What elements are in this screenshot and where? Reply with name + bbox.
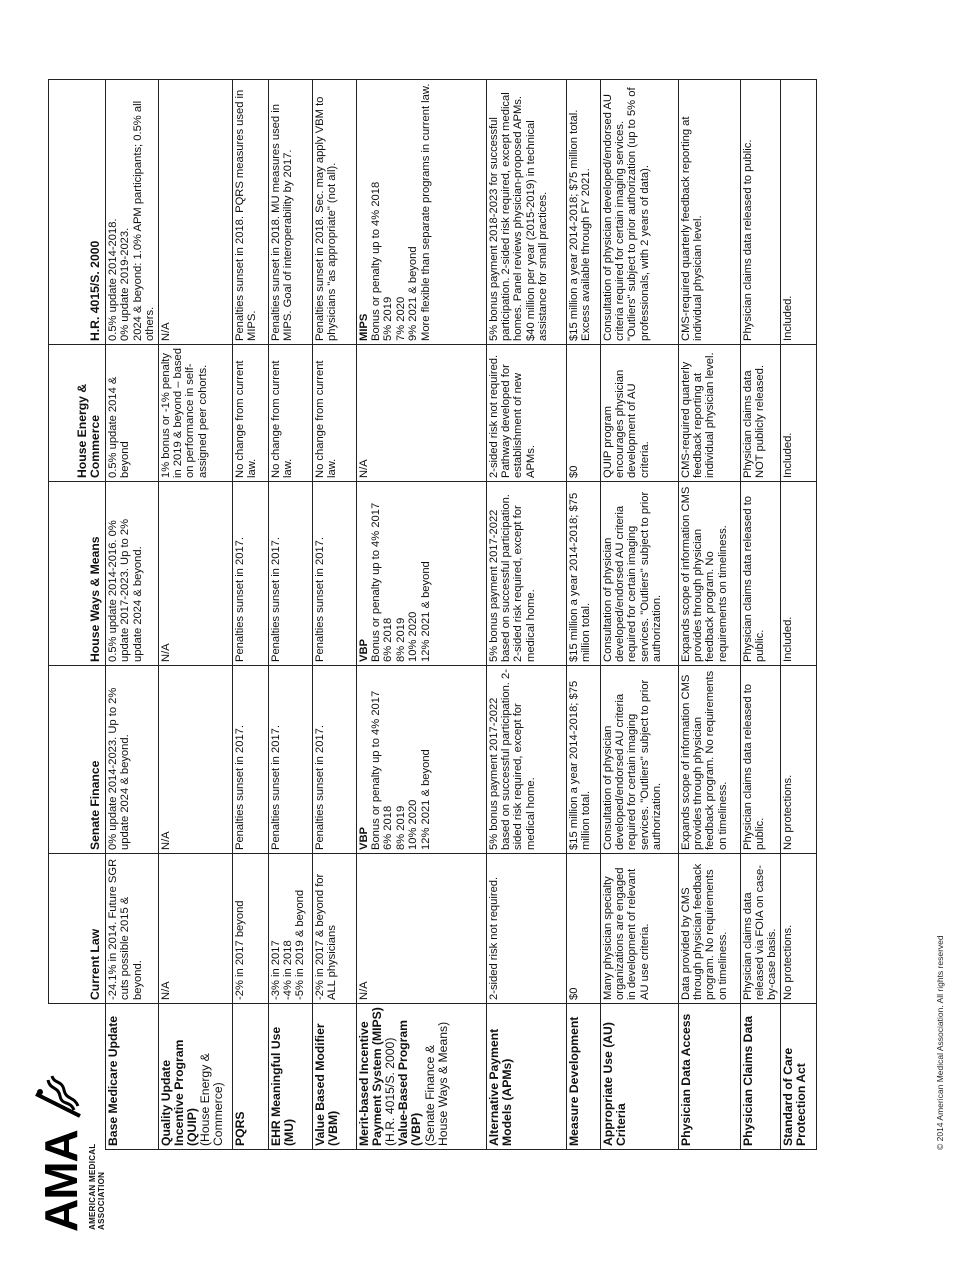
copyright-notice: © 2014 American Medical Association. All rights reserved xyxy=(935,935,945,1150)
cell-line: Physician claims data released via FOIA on case-by-case basis. xyxy=(741,865,779,1000)
table-cell xyxy=(678,482,740,666)
cell-line: -5% in 2019 & beyond xyxy=(294,889,307,1000)
table-cell xyxy=(740,80,780,345)
cell-line: More flexible than separate programs in current law. xyxy=(419,83,432,341)
cell-line: $0 xyxy=(567,987,580,1000)
table-row xyxy=(312,80,356,1150)
cell-line: $0 xyxy=(567,465,580,478)
table-cell xyxy=(780,666,816,854)
cell-line: 6% 2018 xyxy=(382,617,395,662)
cell-line: MIPS xyxy=(357,313,370,341)
table-cell xyxy=(106,80,159,345)
cell-line: Bonus or penalty up to 4% 2018 xyxy=(370,181,383,341)
table-cell xyxy=(486,345,566,482)
table-cell xyxy=(740,854,780,1004)
row-label-secondary: Value-Based Program (VBP) xyxy=(396,1020,424,1146)
table-cell xyxy=(106,854,159,1004)
row-label-note: (H.R. 4015/S. 2000) xyxy=(383,1037,398,1146)
table-cell xyxy=(106,482,159,666)
table-row xyxy=(158,80,232,1150)
table-cell xyxy=(158,482,232,666)
cell-line: Physician claims data released to public. xyxy=(741,495,767,662)
table-cell xyxy=(232,80,268,345)
cell-line: 5% bonus payment 2017-2022 based on successful participation. 2-sided risk required, except for medical home. xyxy=(487,494,537,662)
cell-line: N/A xyxy=(159,981,172,1000)
cell-line: 9% 2021 & beyond xyxy=(407,246,420,341)
cell-line: Included. xyxy=(781,295,794,341)
table-cell xyxy=(232,854,268,1004)
table-cell xyxy=(312,345,356,482)
header-hr4015: H.R. 4015/S. 2000 xyxy=(49,80,106,345)
cell-line: No change from current law. xyxy=(313,360,339,478)
cell-line: $15 million a year 2014-2018; $75 million total. xyxy=(567,492,593,662)
header-current-law: Current Law xyxy=(49,854,106,1004)
cell-line: -3% in 2017 xyxy=(269,940,282,1000)
table-cell xyxy=(106,666,159,854)
table-cell xyxy=(780,80,816,345)
cell-line: 12% 2021 & beyond xyxy=(419,561,432,662)
header-house-energy-commerce: House Energy & Commerce xyxy=(49,345,106,482)
table-cell xyxy=(312,854,356,1004)
row-header xyxy=(312,1004,356,1150)
table-cell xyxy=(678,80,740,345)
row-header xyxy=(268,1004,312,1150)
table-cell xyxy=(600,80,678,345)
cell-line: Penalties sunset in 2017. xyxy=(269,536,282,662)
row-header xyxy=(356,1004,486,1150)
cell-line: No change from current law. xyxy=(269,360,295,478)
table-cell xyxy=(566,482,600,666)
row-label: Base Medicare Update xyxy=(106,1015,120,1146)
table-cell xyxy=(678,666,740,854)
cell-line: N/A xyxy=(357,459,370,478)
cell-line: -4% in 2018 xyxy=(282,940,295,1000)
table-cell xyxy=(158,854,232,1004)
table-cell xyxy=(268,666,312,854)
table-cell xyxy=(486,666,566,854)
row-label-secondary-note: (Senate Finance & House Ways & Means) xyxy=(422,1021,450,1146)
table-cell xyxy=(678,345,740,482)
table-row xyxy=(106,80,159,1150)
table-cell xyxy=(158,345,232,482)
cell-line: Physician claims data NOT publicly released. xyxy=(741,365,767,478)
row-label: PQRS xyxy=(232,1111,247,1146)
cell-line: $15 million a year 2014-2018; $75 million total. xyxy=(567,680,593,850)
cell-line: Penalties sunset in 2017. xyxy=(269,724,282,850)
cell-line: Penalties sunset in 2017. xyxy=(233,536,246,662)
table-cell xyxy=(486,854,566,1004)
cell-line: CMS-required quarterly feedback reporting at individual physician level. xyxy=(679,116,705,341)
table-header-row xyxy=(49,80,106,1150)
cell-line: N/A xyxy=(159,322,172,341)
cell-line: 6% 2018 xyxy=(382,805,395,850)
cell-line: 2-sided risk not required. Pathway developed for establishment of new APMs. xyxy=(487,354,537,478)
cell-line: No protections. xyxy=(781,924,794,1000)
row-header xyxy=(678,1004,740,1150)
table-cell xyxy=(356,666,486,854)
cell-line: 5% bonus payment 2018-2023 for successful participation. 2-sided risk required, except medical homes. Panel reviews physician-proposed APMs. $40 million per year (2015-2019) in technical assistance for small practices. xyxy=(487,92,550,341)
cell-line: VBP xyxy=(357,826,370,850)
row-label: Value Based Modifier (VBM) xyxy=(312,1023,340,1146)
row-label: Physician Data Access xyxy=(678,1013,693,1146)
cell-line: N/A xyxy=(357,981,370,1000)
table-row xyxy=(780,80,816,1150)
cell-line: Data provided by CMS through physician feedback program. No requirements on timeliness. xyxy=(679,863,729,1000)
cell-line: 12% 2021 & beyond xyxy=(419,749,432,850)
table-cell xyxy=(566,345,600,482)
cell-line: 2024 & beyond: 1.0% APM participants; 0.5% all others. xyxy=(131,100,157,341)
cell-line: 0% update 2014-2023. Up to 2% update 2024 & beyond. xyxy=(107,687,132,850)
row-header xyxy=(158,1004,232,1150)
cell-line: -24.1% in 2014. Future SGR cuts possible 2015 & beyond. xyxy=(107,858,144,1000)
table-cell xyxy=(312,666,356,854)
table-cell xyxy=(356,854,486,1004)
row-label: Standard of Care Protection Act xyxy=(780,1047,809,1146)
cell-line: Consultation of physician developed/endorsed AU criteria required for certain imaging services. "Outliers" subject to prior authorization. xyxy=(601,679,664,850)
cell-line: Expands scope of information CMS provides through physician feedback program. No requirements on timeliness. xyxy=(679,486,729,662)
table-cell xyxy=(268,854,312,1004)
table-row xyxy=(566,80,600,1150)
table-body xyxy=(106,80,817,1150)
cell-line: N/A xyxy=(159,643,172,662)
cell-line: Bonus or penalty up to 4% 2017 xyxy=(370,502,383,662)
row-header xyxy=(106,1004,159,1150)
logo-wordmark: AMA xyxy=(35,1130,87,1232)
cell-line: Many physician specialty organizations are engaged in development of relevant AU use criteria. xyxy=(601,867,651,1000)
header-house-ways-means: House Ways & Means xyxy=(49,482,106,666)
table-cell xyxy=(356,345,486,482)
table-cell xyxy=(600,666,678,854)
table-cell xyxy=(158,666,232,854)
cell-line: Penalties sunset in 2017. xyxy=(313,536,326,662)
table-row xyxy=(356,80,486,1150)
cell-line: 10% 2020 xyxy=(407,611,420,662)
row-header xyxy=(780,1004,816,1150)
table-cell xyxy=(486,482,566,666)
table-cell xyxy=(232,345,268,482)
cell-line: 0% update 2019-2023. xyxy=(119,227,132,341)
cell-line: N/A xyxy=(159,831,172,850)
table-cell xyxy=(312,482,356,666)
cell-line: QUIP program encourages physician development of AU criteria. xyxy=(601,369,651,478)
cell-line: Included. xyxy=(781,432,794,478)
table-cell xyxy=(158,80,232,345)
cell-line: 5% bonus payment 2017-2022 based on successful participation. 2-sided risk required, except for medical home. xyxy=(487,669,537,850)
table-row xyxy=(232,80,268,1150)
cell-line: $15 million a year 2014-2018; $75 million total. Excess available through FY 2021. xyxy=(567,109,593,341)
cell-line: No change from current law. xyxy=(233,360,259,478)
row-label-note: (House Energy & Commerce) xyxy=(198,1053,226,1146)
table-cell xyxy=(106,345,159,482)
table-cell xyxy=(600,345,678,482)
table-cell xyxy=(486,80,566,345)
header-corner xyxy=(49,1004,106,1150)
cell-line: Penalties sunset in 2018. Sec. may apply VBM to physicians "as appropriate" (not all). xyxy=(313,96,339,341)
cell-line: 1% bonus or -1% penalty in 2019 & beyond – based on performance in self-assigned peer cohorts. xyxy=(159,347,209,478)
row-label: EHR Meaningful Use (MU) xyxy=(268,1026,296,1146)
header-senate-finance: Senate Finance xyxy=(49,666,106,854)
table-cell xyxy=(566,666,600,854)
table-cell xyxy=(740,345,780,482)
cell-line: 7% 2020 xyxy=(394,296,407,341)
row-label: Appropriate Use (AU) Criteria xyxy=(600,1022,628,1146)
cell-line: 5% 2019 xyxy=(382,296,395,341)
table-row xyxy=(740,80,780,1150)
cell-line: Included. xyxy=(781,616,794,662)
cell-line: 0.5% update 2014-2016. 0% update 2017-2023. Up to 2% update 2024 & beyond. xyxy=(107,518,144,662)
cell-line: Consultation of physician developed/endorsed AU criteria required for certain imaging services. "Outliers" subject to prior authorization. xyxy=(601,491,664,662)
table-cell xyxy=(600,854,678,1004)
table-cell xyxy=(600,482,678,666)
table-cell xyxy=(356,80,486,345)
row-label: Measure Development xyxy=(566,1016,581,1146)
logo-subtitle: AMERICAN MEDICAL ASSOCIATION xyxy=(88,1143,106,1230)
cell-line: -2% in 2017 & beyond for ALL physicians xyxy=(313,873,339,1000)
row-header xyxy=(566,1004,600,1150)
row-header xyxy=(232,1004,268,1150)
table-cell xyxy=(780,854,816,1004)
table-cell xyxy=(780,345,816,482)
table-cell xyxy=(312,80,356,345)
cell-line: 8% 2019 xyxy=(394,617,407,662)
cell-line: Penalties sunset in 2018. MU measures used in MIPS. Goal of interoperability by 2017. xyxy=(269,104,295,341)
cell-line: 10% 2020 xyxy=(407,799,420,850)
table-row xyxy=(486,80,566,1150)
table-cell xyxy=(740,482,780,666)
cell-line: Physician claims data released to public. xyxy=(741,139,754,341)
table-cell xyxy=(740,666,780,854)
cell-line: Bonus or penalty up to 4% 2017 xyxy=(370,690,383,850)
table-cell xyxy=(356,482,486,666)
table-row xyxy=(678,80,740,1150)
row-label: Physician Claims Data xyxy=(740,1015,755,1146)
row-label: Merit-based Incentive Payment System (MIPS) xyxy=(356,1007,384,1146)
cell-line: Penalties sunset in 2017. xyxy=(233,724,246,850)
table-row xyxy=(600,80,678,1150)
table-cell xyxy=(232,482,268,666)
table-cell xyxy=(566,80,600,345)
cell-line: -2% in 2017 beyond xyxy=(233,900,246,1000)
row-header xyxy=(486,1004,566,1150)
table-row xyxy=(268,80,312,1150)
table-cell xyxy=(268,80,312,345)
table-cell xyxy=(268,345,312,482)
cell-line: No protections. xyxy=(781,774,794,850)
comparison-table xyxy=(48,79,817,1150)
cell-line: Penalties sunset in 2017. xyxy=(313,724,326,850)
cell-line: 0.5% update 2014-2018. xyxy=(107,218,119,341)
cell-line: Penalties sunset in 2018. PQRS measures used in MIPS. xyxy=(233,89,259,341)
cell-line: 0.5% update 2014 & beyond xyxy=(107,376,132,478)
table-cell xyxy=(268,482,312,666)
cell-line: 2-sided risk not required. xyxy=(487,876,500,1000)
row-label: Quality Update Incentive Program (QUIP) xyxy=(158,1039,200,1146)
table-cell xyxy=(678,854,740,1004)
row-header xyxy=(740,1004,780,1150)
table-cell xyxy=(232,666,268,854)
cell-line: Physician claims data released to public. xyxy=(741,683,767,850)
cell-line: Consultation of physician developed/endorsed AU criteria required for certain imaging services. "Outliers" subject to prior authorization (up to 5% of professionals, with 2 years of data). xyxy=(601,87,651,341)
table-cell xyxy=(566,854,600,1004)
cell-line: Expands scope of information CMS provides through physician feedback program. No requirements on timeliness. xyxy=(679,670,729,850)
cell-line: CMS-required quarterly feedback reporting at individual physician level. xyxy=(679,352,717,478)
row-label: Alternative Payment Models (APMs) xyxy=(486,1028,514,1146)
table-cell xyxy=(780,482,816,666)
cell-line: VBP xyxy=(357,638,370,662)
cell-line: 8% 2019 xyxy=(394,805,407,850)
row-header xyxy=(600,1004,678,1150)
